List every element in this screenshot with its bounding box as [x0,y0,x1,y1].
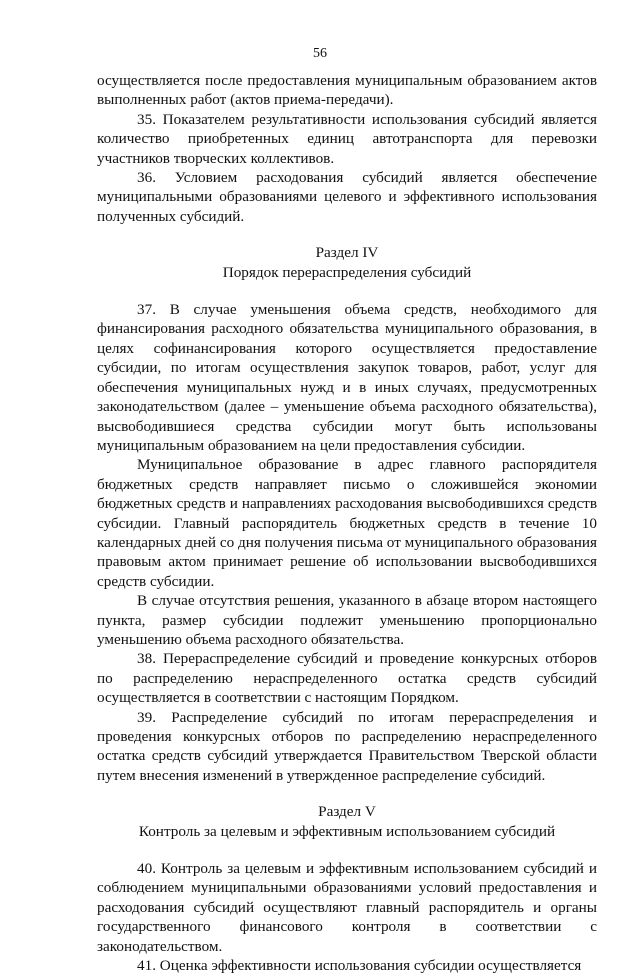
spacer [97,282,597,300]
section-4-title: Порядок перераспределения субсидий [222,263,472,281]
spacer [97,785,597,802]
document-body [97,71,597,975]
page-number: 56 [313,46,327,61]
paragraph-37-second: Муниципальное образование в адрес главного распорядителя бюджетных средств направляет письмо о сложившейся экономии бюджетных средств и направлениях расходования высвободившихся средств субсидии. Главный распорядитель бюджетных средств в течение 10 календарных дней со дня получения письма от муниципального образования правовым актом принимает решение об использовании высвободившихся средств субсидии. [97,456,597,590]
paragraph-36: 36. Условием расходования субсидий является обеспечение муниципальными образованиями целевого и эффективного использования полученных субсидий. [97,169,597,225]
paragraph-continuation: осуществляется после предоставления муниципальным образованием актов выполненных работ (актов приема-передачи). [97,72,597,109]
paragraph-37: 37. В случае уменьшения объема средств, необходимого для финансирования расходного обязательства муниципального образования, в целях софинансирования которого осуществляется предоставление субсидии, по итогам осуществления закупок товаров, работ, услуг для обеспечения муниципальных нужд и в иных случаях, предусмотренных законодательством (далее – уменьшение объема расходного обязательства), высвободившиеся средства субсидии могут быть использованы муниципальным образованием на цели предоставления субсидии. [97,301,597,454]
paragraph-38: 38. Перераспределение субсидий и проведение конкурсных отборов по распределению нераспределенного остатка средств субсидий осуществляется в соответствии с настоящим Порядком. [97,650,597,707]
section-5-title: Контроль за целевым и эффективным использованием субсидий [138,822,556,840]
spacer [97,226,597,243]
spacer [97,841,597,859]
paragraph-39: 39. Распределение субсидий по итогам перераспределения и проведения конкурсных отборов по распределению нераспределенного остатка средств субсидий утверждается Правительством Тверской области путем внесения изменений в утвержденное распределение субсидий. [97,708,597,784]
section-4-heading: Раздел IV [315,244,379,262]
paragraph-37-third: В случае отсутствия решения, указанного в абзаце втором настоящего пункта, размер субсидии подлежит уменьшению пропорционально уменьшению объема расходного обязательства. [97,592,597,648]
paragraph-41: 41. Оценка эффективности использования субсидии осуществляется [137,957,582,975]
section-5-heading: Раздел V [318,803,376,821]
paragraph-40: 40. Контроль за целевым и эффективным использованием субсидий и соблюдением муниципальными образованиями условий предоставления и расходования субсидий осуществляют главный распорядитель и органы государственного финансового контроля в соответствии с законодательством. [97,860,597,955]
paragraph-35: 35. Показателем результативности использования субсидий является количество приобретенных единиц автотранспорта для перевозки участников творческих коллективов. [97,110,597,167]
